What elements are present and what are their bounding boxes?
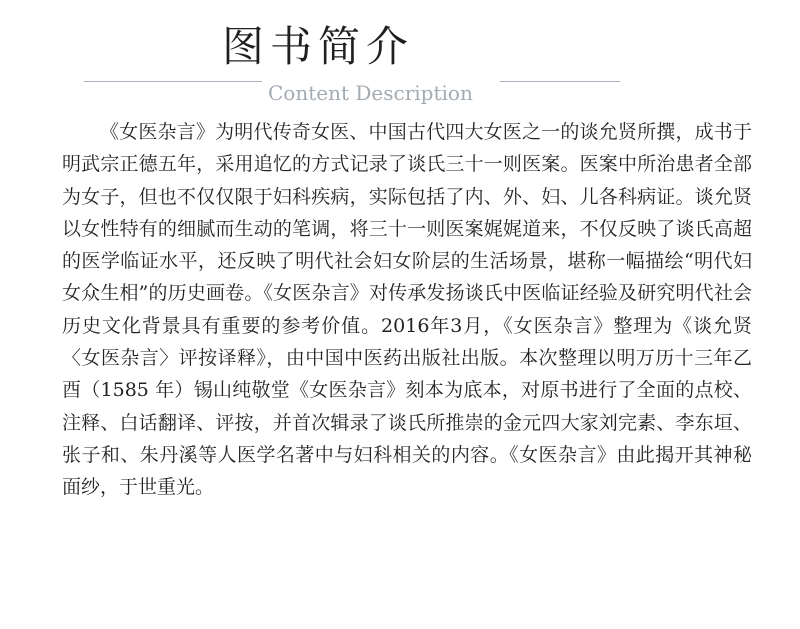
page-title: 图书简介 — [222, 22, 415, 71]
header — [0, 0, 800, 110]
divider-right — [500, 81, 620, 82]
description-paragraph: 《女医杂言》为明代传奇女医、中国古代四大女医之一的谈允贤所撰，成书于明武宗正德五年，采用追忆的方式记录了谈氏三十一则医案。医案中所治患者全部为女子，但也不仅仅限于妇科疾病，实际包括了内、外、妇、儿各科病证。谈允贤以女性特有的细腻而生动的笔调，将三十一则医案娓娓道来，不仅反映了谈氏高超的医学临证水平，还反映了明代社会妇女阶层的生活场景，堪称一幅描绘“明代妇女众生相”的历史画卷。《女医杂言》对传承发扬谈氏中医临证经验及研究明代社会历史文化背景具有重要的参考价值。2016年3月，《女医杂言》整理为《谈允贤〈女医杂言〉评按译释》，由中国中医药出版社出版。本次整理以明万历十三年乙酉（1585 年）锡山纯敬堂《女医杂言》刻本为底本，对原书进行了全面的点校、注释、白话翻译、评按，并首次辑录了谈氏所推崇的金元四大家刘完素、李东垣、张子和、朱丹溪等人医学名著中与妇科相关的内容。《女医杂言》由此揭开其神秘面纱，于世重光。 — [62, 121, 752, 499]
divider-left — [84, 81, 262, 82]
page-subtitle: Content Description — [268, 81, 473, 105]
